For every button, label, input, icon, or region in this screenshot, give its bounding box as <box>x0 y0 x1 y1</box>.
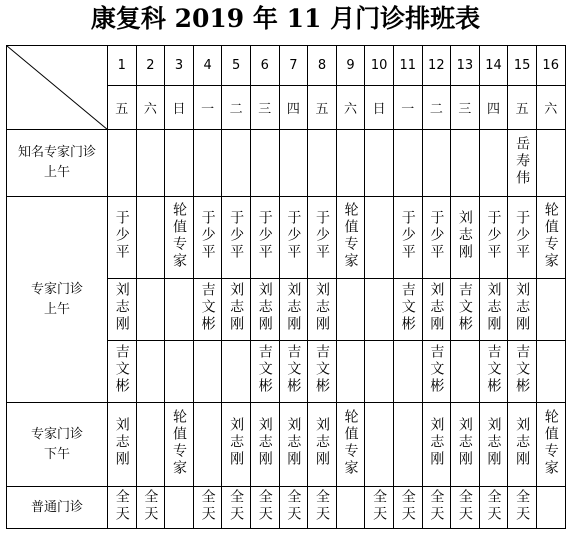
expert-am-slot2-cell <box>451 279 480 341</box>
doctor-name-text: 吉文彬 <box>313 344 330 395</box>
expert-am-slot3-cell <box>536 341 565 403</box>
expert-am-slot1-cell <box>250 197 279 279</box>
expert-am-slot3-cell <box>165 341 194 403</box>
expert-am-label-line2: 上午 <box>43 301 70 317</box>
doctor-name-text: 全天 <box>199 488 216 523</box>
expert-pm-cell <box>193 403 222 487</box>
famous-expert-cell <box>165 130 194 197</box>
doctor-name-text: 于少平 <box>514 210 531 261</box>
doctor-name-text: 全天 <box>514 488 531 523</box>
day-number-cell: 6 <box>250 46 279 86</box>
weekday-cell: 三 <box>250 86 279 130</box>
doctor-name-text: 吉文彬 <box>256 344 273 395</box>
weekday-cell: 四 <box>279 86 308 130</box>
doctor-name-text: 全天 <box>399 488 416 523</box>
famous-expert-cell <box>108 130 137 197</box>
weekday-cell: 六 <box>536 86 565 130</box>
expert-am-row-1 <box>7 197 566 279</box>
general-clinic-cell <box>422 487 451 529</box>
expert-pm-label-line2: 下午 <box>43 446 70 462</box>
expert-am-slot1-cell <box>508 197 537 279</box>
expert-am-slot3-cell <box>250 341 279 403</box>
day-number-row <box>7 46 566 86</box>
expert-am-slot2-cell <box>336 279 365 341</box>
expert-am-slot2-cell <box>393 279 422 341</box>
general-clinic-cell <box>222 487 251 529</box>
doctor-name-text: 刘志刚 <box>456 210 473 261</box>
expert-am-slot1-cell <box>422 197 451 279</box>
weekday-cell: 五 <box>308 86 337 130</box>
expert-pm-cell <box>222 403 251 487</box>
general-clinic-cell <box>393 487 422 529</box>
weekday-cell: 三 <box>451 86 480 130</box>
expert-am-slot1-cell <box>308 197 337 279</box>
doctor-name-text: 轮值专家 <box>542 201 559 270</box>
famous-expert-cell <box>308 130 337 197</box>
weekday-cell: 五 <box>508 86 537 130</box>
expert-pm-cell <box>279 403 308 487</box>
doctor-name-text: 刘志刚 <box>514 282 531 333</box>
expert-am-slot3-cell <box>422 341 451 403</box>
famous-expert-cell <box>365 130 394 197</box>
general-label: 普通门诊 <box>7 487 108 529</box>
weekday-cell: 六 <box>336 86 365 130</box>
day-number-cell: 9 <box>336 46 365 86</box>
doctor-name-text: 刘志刚 <box>285 282 302 333</box>
expert-am-slot2-cell <box>222 279 251 341</box>
famous-expert-cell <box>508 130 537 197</box>
expert-am-slot1-cell <box>108 197 137 279</box>
doctor-name-text: 岳寿伟 <box>514 135 531 187</box>
expert-pm-cell <box>108 403 137 487</box>
expert-am-slot3-cell <box>222 341 251 403</box>
day-number-cell: 15 <box>508 46 537 86</box>
expert-am-slot1-cell <box>165 197 194 279</box>
day-number-cell: 5 <box>222 46 251 86</box>
doctor-name-text: 刘志刚 <box>113 417 130 468</box>
diagonal-line <box>7 46 108 130</box>
doctor-name-text: 于少平 <box>199 210 216 261</box>
expert-am-slot1-cell <box>365 197 394 279</box>
expert-pm-label-line1: 专家门诊 <box>30 426 83 442</box>
doctor-name-text: 刘志刚 <box>256 417 273 468</box>
expert-am-slot1-cell <box>451 197 480 279</box>
expert-am-slot2-cell <box>279 279 308 341</box>
doctor-name-text: 轮值专家 <box>542 408 559 477</box>
weekday-cell: 一 <box>193 86 222 130</box>
expert-am-slot1-cell <box>393 197 422 279</box>
general-clinic-cell <box>451 487 480 529</box>
doctor-name-text: 吉文彬 <box>485 344 502 395</box>
expert-am-slot1-cell <box>193 197 222 279</box>
doctor-name-text: 吉文彬 <box>456 282 473 333</box>
expert-am-slot2-cell <box>308 279 337 341</box>
doctor-name-text: 轮值专家 <box>342 201 359 270</box>
general-clinic-cell <box>193 487 222 529</box>
expert-am-slot2-cell <box>422 279 451 341</box>
expert-am-slot1-cell <box>136 197 165 279</box>
expert-am-slot3-cell <box>279 341 308 403</box>
famous-expert-cell <box>193 130 222 197</box>
weekday-cell: 四 <box>479 86 508 130</box>
weekday-cell: 日 <box>365 86 394 130</box>
doctor-name-text: 于少平 <box>313 210 330 261</box>
expert-pm-cell <box>165 403 194 487</box>
general-clinic-cell <box>536 487 565 529</box>
doctor-name-text: 全天 <box>256 488 273 523</box>
doctor-name-text: 刘志刚 <box>428 282 445 333</box>
doctor-name-text: 刘志刚 <box>313 282 330 333</box>
expert-am-slot1-cell <box>479 197 508 279</box>
famous-expert-cell <box>479 130 508 197</box>
doctor-name-text: 吉文彬 <box>199 282 216 333</box>
expert-am-slot1-cell <box>336 197 365 279</box>
day-number-cell: 12 <box>422 46 451 86</box>
general-row <box>7 487 566 529</box>
doctor-name-text: 刘志刚 <box>456 417 473 468</box>
doctor-name-text: 刘志刚 <box>485 417 502 468</box>
doctor-name-text: 刘志刚 <box>256 282 273 333</box>
doctor-name-text: 于少平 <box>399 210 416 261</box>
general-clinic-cell <box>108 487 137 529</box>
general-clinic-cell <box>250 487 279 529</box>
doctor-name-text: 刘志刚 <box>485 282 502 333</box>
doctor-name-text: 全天 <box>485 488 502 523</box>
doctor-name-text: 刘志刚 <box>228 417 245 468</box>
doctor-name-text: 于少平 <box>228 210 245 261</box>
expert-am-slot2-cell <box>479 279 508 341</box>
day-number-cell: 2 <box>136 46 165 86</box>
doctor-name-text: 吉文彬 <box>285 344 302 395</box>
famous-expert-cell <box>136 130 165 197</box>
doctor-name-text: 吉文彬 <box>399 282 416 333</box>
doctor-name-text: 全天 <box>371 488 388 523</box>
famous-expert-label-line1: 知名专家门诊 <box>17 145 96 160</box>
general-clinic-cell <box>279 487 308 529</box>
doctor-name-text: 全天 <box>285 488 302 523</box>
weekday-cell: 日 <box>165 86 194 130</box>
expert-am-slot2-cell <box>193 279 222 341</box>
weekday-cell: 六 <box>136 86 165 130</box>
expert-am-slot3-cell <box>393 341 422 403</box>
expert-am-slot1-cell <box>222 197 251 279</box>
doctor-name-text: 全天 <box>313 488 330 523</box>
day-number-cell: 11 <box>393 46 422 86</box>
expert-am-label-line1: 专家门诊 <box>30 281 83 297</box>
doctor-name-text: 全天 <box>428 488 445 523</box>
day-number-cell: 7 <box>279 46 308 86</box>
expert-pm-cell <box>365 403 394 487</box>
expert-am-slot3-cell <box>308 341 337 403</box>
page-title: 康复科 2019 年 11 月门诊排班表 <box>90 4 481 33</box>
doctor-name-text: 于少平 <box>485 210 502 261</box>
expert-am-slot3-cell <box>136 341 165 403</box>
expert-am-slot2-cell <box>165 279 194 341</box>
expert-am-slot3-cell <box>193 341 222 403</box>
day-number-cell: 4 <box>193 46 222 86</box>
doctor-name-text: 全天 <box>142 488 159 523</box>
expert-pm-cell <box>336 403 365 487</box>
doctor-name-text: 于少平 <box>428 210 445 261</box>
doctor-name-text: 全天 <box>113 488 130 523</box>
expert-pm-cell <box>422 403 451 487</box>
doctor-name-text: 于少平 <box>285 210 302 261</box>
famous-expert-cell <box>451 130 480 197</box>
famous-expert-label <box>7 130 108 197</box>
general-clinic-cell <box>479 487 508 529</box>
expert-pm-cell <box>451 403 480 487</box>
expert-am-slot2-cell <box>250 279 279 341</box>
doctor-name-text: 全天 <box>228 488 245 523</box>
expert-am-slot3-cell <box>451 341 480 403</box>
schedule-table <box>6 45 566 529</box>
day-number-cell: 16 <box>536 46 565 86</box>
doctor-name-text: 于少平 <box>113 210 130 261</box>
general-clinic-cell <box>365 487 394 529</box>
doctor-name-text: 轮值专家 <box>170 408 187 477</box>
expert-am-slot1-cell <box>536 197 565 279</box>
day-number-cell: 3 <box>165 46 194 86</box>
expert-pm-label <box>7 403 108 487</box>
famous-expert-cell <box>222 130 251 197</box>
famous-expert-cell <box>336 130 365 197</box>
expert-am-slot3-cell <box>108 341 137 403</box>
day-number-cell: 14 <box>479 46 508 86</box>
famous-expert-cell <box>250 130 279 197</box>
famous-expert-label-line2: 上午 <box>43 165 70 180</box>
day-number-cell: 8 <box>308 46 337 86</box>
famous-expert-cell <box>279 130 308 197</box>
general-clinic-cell <box>336 487 365 529</box>
expert-am-slot1-cell <box>279 197 308 279</box>
expert-am-slot2-cell <box>536 279 565 341</box>
corner-diagonal-cell <box>7 46 108 130</box>
expert-am-slot2-cell <box>365 279 394 341</box>
doctor-name-text: 全天 <box>456 488 473 523</box>
doctor-name-text: 刘志刚 <box>285 417 302 468</box>
famous-expert-cell <box>536 130 565 197</box>
famous-expert-cell <box>393 130 422 197</box>
doctor-name-text: 吉文彬 <box>514 344 531 395</box>
expert-pm-cell <box>536 403 565 487</box>
weekday-cell: 二 <box>222 86 251 130</box>
doctor-name-text: 吉文彬 <box>428 344 445 395</box>
doctor-name-text: 轮值专家 <box>342 408 359 477</box>
general-clinic-cell <box>165 487 194 529</box>
general-clinic-cell <box>308 487 337 529</box>
famous-expert-cell <box>422 130 451 197</box>
expert-pm-row <box>7 403 566 487</box>
expert-pm-cell <box>308 403 337 487</box>
doctor-name-text: 刘志刚 <box>228 282 245 333</box>
expert-pm-cell <box>508 403 537 487</box>
expert-am-slot3-cell <box>365 341 394 403</box>
doctor-name-text: 吉文彬 <box>113 344 130 395</box>
doctor-name-text: 刘志刚 <box>313 417 330 468</box>
doctor-name-text: 刘志刚 <box>113 282 130 333</box>
expert-pm-cell <box>136 403 165 487</box>
expert-am-slot3-cell <box>336 341 365 403</box>
day-number-cell: 1 <box>108 46 137 86</box>
expert-am-slot2-cell <box>108 279 137 341</box>
doctor-name-text: 轮值专家 <box>170 201 187 270</box>
expert-pm-cell <box>479 403 508 487</box>
expert-pm-cell <box>393 403 422 487</box>
doctor-name-text: 于少平 <box>256 210 273 261</box>
general-clinic-cell <box>508 487 537 529</box>
expert-am-label <box>7 197 108 403</box>
expert-am-slot3-cell <box>508 341 537 403</box>
expert-am-slot2-cell <box>136 279 165 341</box>
weekday-cell: 一 <box>393 86 422 130</box>
weekday-cell: 二 <box>422 86 451 130</box>
doctor-name-text: 刘志刚 <box>428 417 445 468</box>
doctor-name-text: 刘志刚 <box>514 417 531 468</box>
expert-am-slot2-cell <box>508 279 537 341</box>
famous-expert-row <box>7 130 566 197</box>
day-number-cell: 10 <box>365 46 394 86</box>
weekday-cell: 五 <box>108 86 137 130</box>
expert-am-slot3-cell <box>479 341 508 403</box>
expert-pm-cell <box>250 403 279 487</box>
day-number-cell: 13 <box>451 46 480 86</box>
general-clinic-cell <box>136 487 165 529</box>
